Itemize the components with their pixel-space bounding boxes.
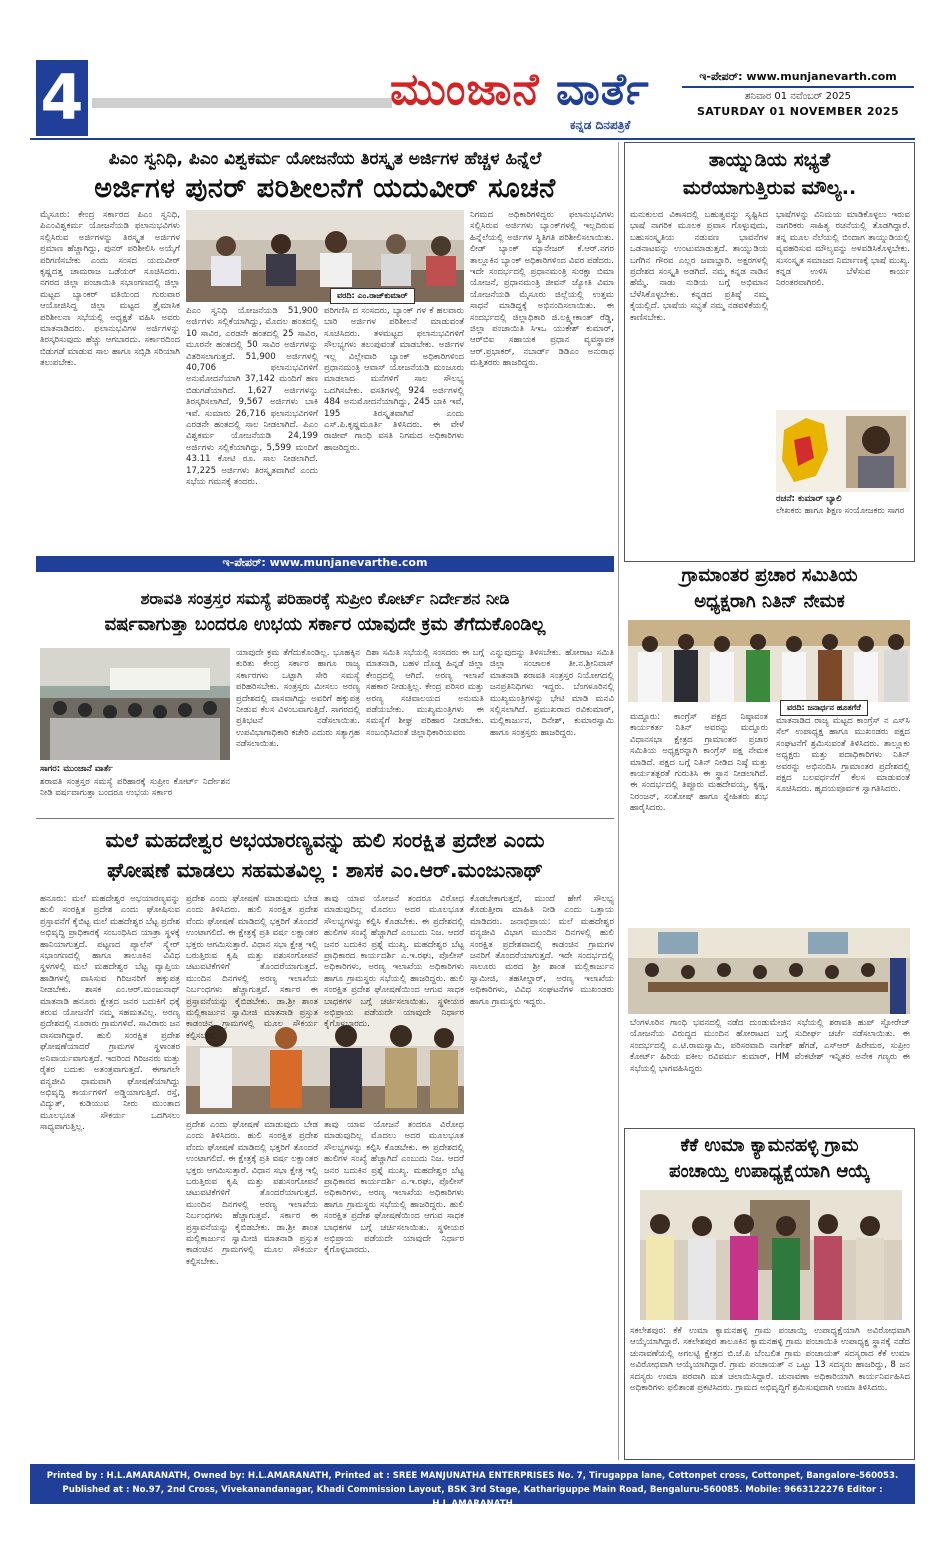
story3-headline-line2: ಘೋಷಣೆ ಮಾಡಲು ಸಹಮತವಿಲ್ಲ : ಶಾಸಕ ಎಂ.ಆರ್.ಮಂಜುನಾಥ್ bbox=[107, 858, 543, 882]
epaper-url[interactable]: ಇ-ಪೇಪರ್: www.munjanevarth.com bbox=[682, 70, 914, 88]
story-divider bbox=[36, 818, 614, 819]
column-divider bbox=[618, 142, 619, 1460]
right2-col1: ಮದ್ದೂರು: ಕಾಂಗ್ರೆಸ್ ಪಕ್ಷದ ನಿಷ್ಠಾವಂತ ಕಾರ್ಯಕರ್ತ ನಿತಿನ್ ಅವರನ್ನು ಮದ್ದೂರು ವಿಧಾನಸಭಾ ಕ್ಷೇತ್ರದ ಗ್ರಾಮಾಂತರ ಪ್ರಚಾರ ಸಮಿತಿಯ ಅಧ್ಯಕ್ಷರನ್ನಾಗಿ ಕಾಂಗ್ರೆಸ್ ಪಕ್ಷ ನೇಮಕ ಮಾಡಿದೆ. ಪಕ್ಷದ ಬಗ್ಗೆ ನಿತಿನ್ ನೀಡಿದ ನಿಷ್ಠೆ ಮತ್ತು ಕಾರ್ಯತತ್ಪರತೆ ಗುರುತಿಸಿ ಈ ಸ್ಥಾನ ನೀಡಲಾಗಿದೆ. ಈ ಸಂದರ್ಭದಲ್ಲಿ ತಿಪ್ಪೂರು ಮಹದೇವಯ್ಯ, ಕೃಷ್ಣ, ನಿರಂಜನ್, ಸಂತೋಷ್ ಹಾಗೂ ಸ್ನೇಹಿತರು ಶುಭ ಹಾರೈಸಿದರು. bbox=[630, 712, 768, 814]
right4-col1: ಸಕಲೇಶಪುರ: ಕೆಕೆ ಉಮಾ ಕ್ಯಾಮನಹಳ್ಳಿ ಗ್ರಾಮ ಪಂಚಾಯ್ತಿ ಉಪಾಧ್ಯಕ್ಷೆಯಾಗಿ ಅವಿರೋಧವಾಗಿ ಆಯ್ಕೆಯಾಗಿದ್ದಾರೆ. ಸಕಲೇಶಪುರ ತಾಲೂಕಿನ ಕ್ಯಾಮನಹಳ್ಳಿ ಗ್ರಾಮ ಪಂಚಾಯಿತಿ ಉಪಾಧ್ಯಕ್ಷ ಸ್ಥಾನಕ್ಕೆ ನಡೆದ ಚುನಾವಣೆಯಲ್ಲಿ ಅಗಲಟ್ಟಿ ಕ್ಷೇತ್ರದ ಬಿ.ಜೆ.ಪಿ ಬೆಂಬಲಿತ ಗ್ರಾಮ ಪಂಚಾಯತ್ ಸದಸ್ಯರಾದ ಕೆಕೆ ಉಮಾ ಅವಿರೋಧವಾಗಿ ಆಯ್ಕೆಯಾಗಿದ್ದಾರೆ. ಗ್ರಾಮ ಪಂಚಾಯತ್ ನ ಒಟ್ಟು 13 ಸದಸ್ಯರು ಹಾಜರಿದ್ದು, 8 ಜನ ಸದಸ್ಯರು ಉಮಾ ಪರವಾಗಿ ಮತ ಚಲಾಯಿಸಿದ್ದಾರೆ. ಚುನಾವಣಾ ಅಧಿಕಾರಿಯಾಗಿ ಕಾರ್ಯನಿರ್ವಹಿಸಿದ ಅಧಿಕಾರಿಗಳು ಫಲಿತಾಂಶ ಪ್ರಕಟಿಸಿದರು. ಗ್ರಾಮದ ಅಭಿವೃದ್ಧಿಗೆ ಶ್ರಮಿಸುವುದಾಗಿ ಉಮಾ ತಿಳಿಸಿದರು. bbox=[630, 1326, 910, 1394]
right4-title-line1: ಕೆಕೆ ಉಮಾ ಕ್ಯಾಮನಹಳ್ಳಿ ಗ್ರಾಮ bbox=[680, 1135, 859, 1156]
story2-col2: ಯಾವುದೇ ಕ್ರಮ ತೆಗೆದುಕೊಂಡಿಲ್ಲ. ಭೂಹಕ್ಕಿನ ಕುರಿತು ಕೇಂದ್ರ ಸರ್ಕಾರ ಹಾಗೂ ರಾಜ್ಯ ಸರ್ಕಾರಗಳು ಒಟ್ಟಾಗಿ ಸೇರಿ ಸಮಸ್ಯೆ ಪರಿಹರಿಸಬೇಕು. ಸಂತ್ರಸ್ತರು ಮೀಸಲು ಅರಣ್ಯ ಪ್ರದೇಶದಲ್ಲಿ ವಾಸವಾಗಿದ್ದು ಅವರಿಗೆ ಹಕ್ಕುಪತ್ರ ನೀಡುವ ಕೆಲಸ ವಿಳಂಬವಾಗುತ್ತಿದೆ. ಸಾಗರದಲ್ಲಿ ಪ್ರತಿಭಟನೆ ನಡೆಸಲಾಯಿತು. ಉಪವಿಭಾಗಾಧಿಕಾರಿ ಕಚೇರಿ ಎದುರು ಸತ್ಯಾಗ್ರಹ ನಡೆಸಲಾಯಿತು. bbox=[236, 648, 360, 750]
story1-photo-credit: ವರದಿ: ಎಂ.ರಾಜ್‌ಕುಮಾರ್ bbox=[330, 288, 415, 304]
story1-col2: ಪಿಎಂ ಸ್ವನಿಧಿ ಯೋಜನೆಯಡಿ 51,900 ಅರ್ಜಿಗಳು ಸಲ್ಲಿಕೆಯಾಗಿದ್ದು, ಮೊದಲ ಹಂತದಲ್ಲಿ 10 ಸಾವಿರ, ಎರಡನೇ ಹಂತದಲ್ಲಿ 25 ಸಾವಿರ, ಮೂರನೇ ಹಂತದಲ್ಲಿ 50 ಸಾವಿರ ಅರ್ಜಿಗಳನ್ನು ವಿತರಿಸಲಾಗುತ್ತದೆ. 51,900 ಅರ್ಜಿಗಳಲ್ಲಿ 40,706 ಫಲಾನುಭವಿಗಳಿಗೆ ಅನುಮೋದನೆಯಾಗಿ 37,142 ಮಂದಿಗೆ ಹಣ ಬಿಡುಗಡೆಯಾಗಿದೆ. 1,627 ಅರ್ಜಿಗಳನ್ನು ತಿರಸ್ಕರಿಸಲಾಗಿದೆ, 9,567 ಅರ್ಜಿಗಳು ಬಾಕಿ ಇವೆ. ಸುಮಾರು 26,716 ಫಲಾನುಭವಿಗಳಿಗೆ ಎರಡನೇ ಹಂತದಲ್ಲಿ ಸಾಲ ನೀಡಲಾಗಿದೆ. ಪಿಎಂ ವಿಶ್ವಕರ್ಮ ಯೋಜನೆಯಡಿ 24,199 ಅರ್ಜಿಗಳು ಸಲ್ಲಿಕೆಯಾಗಿದ್ದು, 5,599 ಮಂದಿಗೆ 43.11 ಕೋಟಿ ರೂ. ಸಾಲ ನೀಡಲಾಗಿದೆ. 17,225 ಅರ್ಜಿಗಳು ತಿರಸ್ಕೃತವಾಗಿವೆ ಎಂದು ಸಭೆಯ ಗಮನಕ್ಕೆ ತಂದರು. bbox=[186, 306, 318, 488]
story2-col3: ದಿಶಾ ಸಮಿತಿ ಸಭೆಯಲ್ಲಿ ಸಂಸದರು ಈ ಬಗ್ಗೆ ಮಾತನಾಡಿ, ಬಹಳ ದೊಡ್ಡ ಹಿನ್ನಡೆ ಜಿಲ್ಲಾ ಕೇಂದ್ರದಲ್ಲಿ ಆಗಿದೆ. ಅರಣ್ಯ ಇಲಾಖೆ ಸಹಕಾರ ನೀಡುತ್ತಿಲ್ಲ. ಕೇಂದ್ರ ಪರಿಸರ ಮತ್ತು ಅರಣ್ಯ ಸಚಿವಾಲಯದ ಅನುಮತಿ ಪಡೆಯಬೇಕು. ಮುಖ್ಯಮಂತ್ರಿಗಳು ಈ ಸಮಸ್ಯೆಗೆ ಶೀಘ್ರ ಪರಿಹಾರ ನೀಡಬೇಕು. ಸಂಬಂಧಿಸಿದಂತೆ ಜಿಲ್ಲಾಧಿಕಾರಿಯವರು bbox=[366, 648, 484, 738]
story1-kicker: ಪಿಎಂ ಸ್ವನಿಧಿ, ಪಿಎಂ ವಿಶ್ವಕರ್ಮ ಯೋಜನೆಯ ತಿರಸ್ಕೃತ ಅರ್ಜಿಗಳ ಹೆಚ್ಚಳ ಹಿನ್ನೆಲೆ bbox=[108, 149, 542, 169]
right1-col1: ಮನುಕುಲದ ವಿಕಾಸದಲ್ಲಿ ಬಹುತ್ವವನ್ನು ಸೃಷ್ಟಿಸಿದ ಭಾಷೆ ನಾಗರಿಕ ಮೂಲಕ ಪ್ರವಾಸ ಗೊಳ್ಳುವುದು, ಬಹುಸಂಸ್ಕೃತಿಯ ನಡುವಣ ಭಾವನೆಗಳ ಒಡನಾಟವನ್ನು ಉಂಟುಮಾಡುತ್ತದೆ. ತಾಯ್ನುಡಿಯ ಬಗೆಗಿನ ಗೌರವ ಎಲ್ಲರ ಜವಾಬ್ದಾರಿ. ಅಕ್ಷರಗಳಲ್ಲಿ ಪ್ರದೇಶದ ಸಂಸ್ಕೃತಿ ಅಡಗಿದೆ. ನಮ್ಮ ಕನ್ನಡ ನಾಡಿನ ಹೆಮ್ಮೆ. ನಾಡು ನುಡಿಯ ಬಗ್ಗೆ ಅಭಿಮಾನ ಬೆಳೆಸಿಕೊಳ್ಳಬೇಕು. ಕನ್ನಡದ ಪ್ರತಿಷ್ಠೆ ನಮ್ಮ ಕೈಯಲ್ಲಿದೆ. ಭಾಷೆಯ ಸಭ್ಯತೆ ನಮ್ಮ ನಡವಳಿಕೆಯಲ್ಲಿ ಕಾಣಿಸಬೇಕು. bbox=[630, 210, 768, 323]
right2-photo bbox=[628, 620, 910, 702]
right1-col2: ಭಾಷೆಗಳನ್ನು ವಿನಿಮಯ ಮಾಡಿಕೊಳ್ಳಲು ಇರುವ ನಾಗರಿಕರು ಸಾಹಿತ್ಯ ರಚನೆಯಲ್ಲಿ ತೊಡಗಿದ್ದಾರೆ. ತನ್ನ ಮೂಲ ನೆಲೆಯಲ್ಲಿ ಬಿಂದಾಗ ತಾಯ್ನುಡಿಯಲ್ಲಿ ವ್ಯವಹರಿಸುವ ಮೌಲ್ಯವನ್ನು ಅಳವಡಿಸಿಕೊಳ್ಳಬೇಕು. ಸುಸಂಸ್ಕೃತ ಸಮಾಜದ ನಿರ್ಮಾಣಕ್ಕೆ ಭಾಷೆ ಮುಖ್ಯ. ಕನ್ನಡ ಉಳಿಸಿ ಬೆಳೆಸುವ ಕಾರ್ಯ ನಿರಂತರವಾಗಿರಲಿ. bbox=[776, 210, 910, 289]
epaper-band[interactable]: ಇ-ಪೇಪರ್: www.munjanevarthe.com bbox=[36, 556, 614, 572]
right2-group-image bbox=[628, 620, 910, 702]
imprint-line2: Published at : No.97, 2nd Cross, Vivekanandanagar, Khadi Commission Layout, BSK 3rd Stage, Kathariguppe Main Road, Bengaluru-560085. Mobile: 9663122276 Editor : H.L.AMARANATH bbox=[62, 1485, 883, 1509]
story3-col3b: ತಾವು ಯಾವ ಯೋಜನೆ ತಂದರೂ ವಿರೋಧ ಮಾಡುವುದಿಲ್ಲ ಮೊದಲು ಅದರ ಮೂಲಭೂತ ಸೌಲಭ್ಯಗಳನ್ನು ಕಲ್ಪಿಸಿ ಕೊಡಬೇಕು. ಈ ಪ್ರದೇಶದಲ್ಲಿ ಹುಲಿಗಳ ಸಂಖ್ಯೆ ಹೆಚ್ಚಾಗಿದೆ ಎಂಬುದು ನಿಜ. ಆದರೆ ಜನರ ಬದುಕಿನ ಪ್ರಶ್ನೆ ಮುಖ್ಯ. ಮಹದೇಶ್ವರ ಬೆಟ್ಟ ಪ್ರಾಧಿಕಾರದ ಕಾರ್ಯದರ್ಶಿ ಎ.ಇ.ರಘು, ಪೊಲೀಸ್ ಅಧಿಕಾರಿಗಳು, ಅರಣ್ಯ ಇಲಾಖೆಯ ಅಧಿಕಾರಿಗಳು ಹಾಗೂ ಗ್ರಾಮಸ್ಥರು ಸಭೆಯಲ್ಲಿ ಹಾಜರಿದ್ದರು. ಹುಲಿ ಸಂರಕ್ಷಿತ ಪ್ರದೇಶ ಘೋಷಣೆಯಿಂದ ಆಗುವ ಸಾಧಕ ಬಾಧಕಗಳ ಬಗ್ಗೆ ಚರ್ಚಿಸಲಾಯಿತು. ಸ್ಥಳೀಯರ ಅಭಿಪ್ರಾಯ ಪಡೆಯದೇ ಯಾವುದೇ ನಿರ್ಧಾರ ಕೈಗೊಳ್ಳಬಾರದು. bbox=[324, 1120, 464, 1256]
story3-col2b: ಪ್ರದೇಶ ಎಂದು ಘೋಷಣೆ ಮಾಡುವುದು ಬೇಡ ಎಂದು ತಿಳಿಸಿದರು. ಹುಲಿ ಸಂರಕ್ಷಿತ ಪ್ರದೇಶ ವೆಂದು ಘೋಷಣೆ ಮಾಡಿದಲ್ಲಿ ಭಕ್ತರಿಗೆ ತೊಂದರೆ ಉಂಟಾಗಲಿದೆ. ಈ ಕ್ಷೇತ್ರಕ್ಕೆ ಪ್ರತಿ ವರ್ಷ ಲಕ್ಷಾಂತರ ಭಕ್ತರು ಆಗಮಿಸುತ್ತಾರೆ. ವಿಧಾನ ಸಭಾ ಕ್ಷೇತ್ರ ಇಲ್ಲಿ ಬರುತ್ತಿರುವ ಕೃಷಿ ಮತ್ತು ಪಶುಸಂಗೋಪನೆ ಚಟುವಟಿಕೆಗಳಿಗೆ ತೊಂದರೆಯಾಗುತ್ತದೆ. ಮುಂದಿನ ದಿನಗಳಲ್ಲಿ ಅರಣ್ಯ ಇಲಾಖೆಯ ನಿರ್ಬಂಧಗಳು ಹೆಚ್ಚಾಗುತ್ತವೆ. ಸರ್ಕಾರ ಈ ಪ್ರಸ್ತಾವನೆಯನ್ನು ಕೈಬಿಡಬೇಕು. ಡಾ.ಶ್ರೀ ಶಾಂತ ಮಲ್ಲಿಕಾರ್ಜುನ ಸ್ವಾಮೀಜಿ ಮಾತನಾಡಿ ಪ್ರಸ್ತುತ ಕಾಡಂಚಿನ ಗ್ರಾಮಗಳಲ್ಲಿ ಮೂಲ ಸೌಕರ್ಯ ಕಲ್ಪಿಸಬೇಕು. bbox=[186, 1120, 318, 1267]
right1-tail: ಲೇಖಕರು ಹಾಗೂ ಶಿಕ್ಷಣ ಸಂಯೋಜಕರು ಸಾಗರ bbox=[776, 506, 905, 516]
right1-photo bbox=[776, 410, 910, 492]
right3-caption: ಬೆಂಗಳೂರಿನ ಗಾಂಧಿ ಭವನದಲ್ಲಿ ನಡೆದ ದುಂಡುಮೇಜಿನ ಸಭೆಯಲ್ಲಿ ಶರಾವತಿ ಹುಪ್ ಸ್ಟೋರೇಜ್ ಯೋಜನೆಯ ವಿರುದ್ಧದ ಮುಂದಿನ ಹೋರಾಟದ ಬಗ್ಗೆ ಸುದೀರ್ಘ ಚರ್ಚೆ ನಡೆಸಲಾಯಿತು. ಈ ಸಂದರ್ಭದಲ್ಲಿ ಎ.ಟಿ.ರಾಮಸ್ವಾಮಿ, ಪರಿಸರವಾದಿ ನಾಗೇಶ್ ಹೆಗಡೆ, ಎಸ್‌ಆರ್ ಹಿರೇಮಠ, ಸುಪ್ರೀಂ ಕೋರ್ಟ್ ಹಿರಿಯ ವಕೀಲ ರವಿವರ್ಮ ಕುಮಾರ್, HM ವೆಂಕಟೇಶ್ ಇನ್ನಿತರ ಅನೇಕ ಗಣ್ಯರು ಈ ಸಭೆಯಲ್ಲಿ ಭಾಗವಹಿಸಿದ್ದರು bbox=[630, 1018, 910, 1074]
page-number: 4 bbox=[36, 60, 88, 136]
paper-name bbox=[390, 64, 690, 116]
masthead-divider bbox=[30, 138, 915, 140]
story1-photo bbox=[186, 210, 464, 302]
story3-col1: ಹನೂರು: ಮಲೆ ಮಹದೇಶ್ವರ ಅಭಯಾರಣ್ಯವನ್ನು ಹುಲಿ ಸಂರಕ್ಷಿತ ಪ್ರದೇಶ ಎಂದು ಘೋಷಿಸುವ ಪ್ರಸ್ತಾವನೆಗೆ ಕೈಬಿಟ್ಟ ಮಲೆ ಮಹದೇಶ್ವರ ಬೆಟ್ಟ ಪ್ರದೇಶ ಅಭಿವೃದ್ಧಿ ಪ್ರಾಧಿಕಾರಕ್ಕೆ ಸಂಬಂಧಿಸಿದ ಯಾತ್ರಾ ಸ್ಥಳಕ್ಕೆ ಹಾನಿಯಾಗುತ್ತದೆ. ಪಟ್ಟಣದ ಪ್ಯಾಲೆಸ್ ಸ್ಕ್ವೇರ್ ಸಭಾಂಗಣದಲ್ಲಿ ಹಾಗೂ ತಾಲೂಕಿನ ವಿವಿಧ ಸ್ಥಳಗಳಲ್ಲಿ ಮಲೆ ಮಹದೇಶ್ವರ ಬೆಟ್ಟ ವ್ಯಾಪ್ತಿಯ ಹಾಡಿಗಳಲ್ಲಿ ವಾಸಿಸುವ ಗಿರಿಜನರಿಗೆ ಹಕ್ಕುಪತ್ರ ನೀಡಬೇಕು. ಶಾಸಕ ಎಂ.ಆರ್.ಮಂಜುನಾಥ್ ಮಾತನಾಡಿ ಹನೂರು ಕ್ಷೇತ್ರದ ಜನರ ಬದುಕಿಗೆ ಧಕ್ಕೆ ತರುವ ಯೋಜನೆಗೆ ನಮ್ಮ ಸಹಮತವಿಲ್ಲ. ಅರಣ್ಯ ಪ್ರದೇಶದಲ್ಲಿ ನೂರಾರು ಗ್ರಾಮಗಳಿವೆ. ಸಾವಿರಾರು ಜನ ವಾಸವಾಗಿದ್ದಾರೆ. ಹುಲಿ ಸಂರಕ್ಷಿತ ಪ್ರದೇಶ ಘೋಷಣೆಯಾದರೆ ಗ್ರಾಮಗಳ ಸ್ಥಳಾಂತರ ಅನಿವಾರ್ಯವಾಗುತ್ತದೆ. ಇದರಿಂದ ಗಿರಿಜನರು ಮತ್ತು ರೈತರ ಬದುಕು ಅತಂತ್ರವಾಗುತ್ತದೆ. ಈಗಾಗಲೇ ವನ್ಯಜೀವಿ ಧಾಮವಾಗಿ ಘೋಷಣೆಯಾಗಿದ್ದು ಅಭಿವೃದ್ಧಿ ಕಾರ್ಯಗಳಿಗೆ ಅಡ್ಡಿಯಾಗುತ್ತಿದೆ. ರಸ್ತೆ, ವಿದ್ಯುತ್, ಕುಡಿಯುವ ನೀರು ಮುಂತಾದ ಮೂಲಭೂತ ಸೌಕರ್ಯ ಒದಗಿಸಲು ಸಾಧ್ಯವಾಗುತ್ತಿಲ್ಲ. bbox=[40, 894, 180, 1133]
right3-meeting-image bbox=[628, 928, 910, 1014]
story1-headline: ಅರ್ಜಿಗಳ ಪುನರ್ ಪರಿಶೀಲನೆಗೆ ಯದುವೀರ್ ಸೂಚನೆ bbox=[94, 173, 556, 204]
right1-title-line2: ಮರೆಯಾಗುತ್ತಿರುವ ಮೌಲ್ಯ.. bbox=[682, 177, 857, 199]
right3-photo bbox=[628, 928, 910, 1014]
masthead bbox=[30, 58, 915, 138]
story3-col3a: ತಾವು ಯಾವ ಯೋಜನೆ ತಂದರೂ ವಿರೋಧ ಮಾಡುವುದಿಲ್ಲ ಮೊದಲು ಅದರ ಮೂಲಭೂತ ಸೌಲಭ್ಯಗಳನ್ನು ಕಲ್ಪಿಸಿ ಕೊಡಬೇಕು. ಈ ಪ್ರದೇಶದಲ್ಲಿ ಹುಲಿಗಳ ಸಂಖ್ಯೆ ಹೆಚ್ಚಾಗಿದೆ ಎಂಬುದು ನಿಜ. ಆದರೆ ಜನರ ಬದುಕಿನ ಪ್ರಶ್ನೆ ಮುಖ್ಯ. ಮಹದೇಶ್ವರ ಬೆಟ್ಟ ಪ್ರಾಧಿಕಾರದ ಕಾರ್ಯದರ್ಶಿ ಎ.ಇ.ರಘು, ಪೊಲೀಸ್ ಅಧಿಕಾರಿಗಳು, ಅರಣ್ಯ ಇಲಾಖೆಯ ಅಧಿಕಾರಿಗಳು ಹಾಗೂ ಗ್ರಾಮಸ್ಥರು ಸಭೆಯಲ್ಲಿ ಹಾಜರಿದ್ದರು. ಹುಲಿ ಸಂರಕ್ಷಿತ ಪ್ರದೇಶ ಘೋಷಣೆಯಿಂದ ಆಗುವ ಸಾಧಕ ಬಾಧಕಗಳ ಬಗ್ಗೆ ಚರ್ಚಿಸಲಾಯಿತು. ಸ್ಥಳೀಯರ ಅಭಿಪ್ರಾಯ ಪಡೆಯದೇ ಯಾವುದೇ ನಿರ್ಧಾರ ಕೈಗೊಳ್ಳಬಾರದು. bbox=[324, 894, 464, 1030]
story2-headline: ವರ್ಷವಾಗುತ್ತಾ ಬಂದರೂ ಉಭಯ ಸರ್ಕಾರ ಯಾವುದೇ ಕ್ರಮ ತೆಗೆದುಕೊಂಡಿಲ್ಲ bbox=[104, 614, 546, 635]
story2-col1: ಶರಾವತಿ ಸಂತ್ರಸ್ತರ ಸಮಸ್ಯೆ ಪರಿಹಾರಕ್ಕೆ ಸುಪ್ರೀಂ ಕೋರ್ಟ್ ನಿರ್ದೇಶನ ನೀಡಿ ವರ್ಷವಾಗುತ್ತಾ ಬಂದರೂ ಉಭಯ ಸರ್ಕಾರ bbox=[40, 777, 230, 799]
right2-col2: ಮಾತನಾಡಿದ ರಾಜ್ಯ ಮಟ್ಟದ ಕಾಂಗ್ರೆಸ್ ನ ಎಸ್‌ಸಿ ಸೆಲ್ ಉಪಾಧ್ಯಕ್ಷ ಹಾಗೂ ಮುಖಂಡರು ಪಕ್ಷದ ಸಂಘಟನೆಗೆ ಶ್ರಮಿಸುವಂತೆ ತಿಳಿಸಿದರು. ತಾಲ್ಲೂಕು ಅಧ್ಯಕ್ಷರು ಮತ್ತು ಪದಾಧಿಕಾರಿಗಳು ನಿತಿನ್ ಅವರನ್ನು ಅಭಿನಂದಿಸಿ ಗ್ರಾಮಾಂತರ ಪ್ರದೇಶದಲ್ಲಿ ಪಕ್ಷದ ಬಲವರ್ಧನೆಗೆ ಕೆಲಸ ಮಾಡುವಂತೆ ಸೂಚಿಸಿದರು. ಹೃದಯಪೂರ್ವಕ ಸ್ವಾಗತಿಸಿದರು. bbox=[776, 716, 910, 795]
masthead-rule bbox=[92, 98, 392, 108]
right4-title-line2: ಪಂಚಾಯ್ತಿ ಉಪಾಧ್ಯಕ್ಷೆಯಾಗಿ ಆಯ್ಕೆ bbox=[669, 1161, 870, 1182]
right1-title-line1: ತಾಯ್ನುಡಿಯ ಸಭ್ಯತೆ bbox=[708, 149, 831, 171]
right1-caption: ರಚನೆ: ಕುಮಾರ್ ಬ್ಯಾಲಿ bbox=[776, 494, 842, 504]
paper-name-part2: ವಾರ್ತೆ bbox=[555, 64, 650, 115]
story2-col4: ಎನ್ನುವುದನ್ನು ತಿಳಿಸಬೇಕು. ಹೋರಾಟ ಸಮಿತಿ ಜಿಲ್ಲಾ ಸಂಚಾಲಕ ತೀ.ನ.ಶ್ರೀನಿವಾಸ್ ಮಾತನಾಡಿ ಶರಾವತಿ ಸಂತ್ರಸ್ತರ ನಿಯೋಗದಲ್ಲಿ ಜನಪ್ರತಿನಿಧಿಗಳು ಇದ್ದರು. ಬೆಂಗಳೂರಿನಲ್ಲಿ ಮುಖ್ಯಮಂತ್ರಿಗಳನ್ನು ಭೇಟಿ ಮಾಡಿ ಮನವಿ ಸಲ್ಲಿಸಲಾಗಿದೆ. ಪ್ರಮುಖರಾದ ರವಿಕುಮಾರ್, ಮಲ್ಲಿಕಾರ್ಜುನ, ದಿನೇಶ್, ಕುಮಾರಸ್ವಾಮಿ ಹಾಗೂ ಸಂತ್ರಸ್ತರು ಹಾಜರಿದ್ದರು. bbox=[490, 648, 614, 738]
story2-kicker: ಶರಾವತಿ ಸಂತ್ರಸ್ತರ ಸಮಸ್ಯೆ ಪರಿಹಾರಕ್ಕೆ ಸುಪ್ರೀಂ ಕೋರ್ಟ್ ನಿರ್ದೇಶನ ನೀಡಿ bbox=[140, 589, 510, 608]
story1-col1: ಮೈಸೂರು: ಕೇಂದ್ರ ಸರ್ಕಾರದ ಪಿಎಂ ಸ್ವನಿಧಿ, ಪಿಎಂವಿಶ್ವಕರ್ಮ ಯೋಜನೆಯಡಿ ಫಲಾನುಭವಿಗಳು ಸಲ್ಲಿಸಿರುವ ಅರ್ಜಿಗಳನ್ನು ತಿರಸ್ಕೃತ ಅರ್ಜಿಗಳ ಪ್ರಮಾಣ ಹೆಚ್ಚಾಗಿದ್ದು, ಪುನರ್ ಪರಿಶೀಲಿಸಿ ಅಯ್ಕೆಗೆ ಪರಿಗಣಿಸಬೇಕು ಎಂದು ಸಂಸದ ಯದುವೀರ್ ಕೃಷ್ಣದತ್ತ ಚಾಮರಾಜ ಒಡೆಯರ್ ಸೂಚಿಸಿದರು. ನಗರದ ಜಿಲ್ಲಾ ಪಂಚಾಯಿತಿ ಸಭಾಂಗಣದಲ್ಲಿ ಜಿಲ್ಲಾ ಮಟ್ಟದ ಬ್ಯಾಂಕರ್ ವತಿಯಿಂದ ಗುರುವಾರ ಆಯೋಜಿಸಿದ್ದ ಜಿಲ್ಲಾ ಮಟ್ಟದ ತ್ರೈಮಾಸಿಕ ಪರಿಶೀಲನಾ ಸಭೆಯಲ್ಲಿ ಅಧ್ಯಕ್ಷತೆ ವಹಿಸಿ ಅವರು ಮಾತನಾಡಿದರು. ಫಲಾನುಭವಿಗಳ ಅರ್ಜಿಗಳನ್ನು ತಿರಸ್ಕರಿಸುವುದು ಹೆಚ್ಚು ಆಗಬಾರದು. ಸರ್ಕಾರದಿಂದ ಬಿಡುಗಡೆ ಮಾಡುವ ಸಾಲ ಹಾಗೂ ಸಬ್ಸಿಡಿ ಸರಿಯಾಗಿ ತಲುಪಬೇಕು. bbox=[40, 210, 180, 369]
story2-protest-image bbox=[40, 648, 230, 760]
story3-col2a: ಪ್ರದೇಶ ಎಂದು ಘೋಷಣೆ ಮಾಡುವುದು ಬೇಡ ಎಂದು ತಿಳಿಸಿದರು. ಹುಲಿ ಸಂರಕ್ಷಿತ ಪ್ರದೇಶ ವೆಂದು ಘೋಷಣೆ ಮಾಡಿದಲ್ಲಿ ಭಕ್ತರಿಗೆ ತೊಂದರೆ ಉಂಟಾಗಲಿದೆ. ಈ ಕ್ಷೇತ್ರಕ್ಕೆ ಪ್ರತಿ ವರ್ಷ ಲಕ್ಷಾಂತರ ಭಕ್ತರು ಆಗಮಿಸುತ್ತಾರೆ. ವಿಧಾನ ಸಭಾ ಕ್ಷೇತ್ರ ಇಲ್ಲಿ ಬರುತ್ತಿರುವ ಕೃಷಿ ಮತ್ತು ಪಶುಸಂಗೋಪನೆ ಚಟುವಟಿಕೆಗಳಿಗೆ ತೊಂದರೆಯಾಗುತ್ತದೆ. ಮುಂದಿನ ದಿನಗಳಲ್ಲಿ ಅರಣ್ಯ ಇಲಾಖೆಯ ನಿರ್ಬಂಧಗಳು ಹೆಚ್ಚಾಗುತ್ತವೆ. ಸರ್ಕಾರ ಈ ಪ್ರಸ್ತಾವನೆಯನ್ನು ಕೈಬಿಡಬೇಕು. ಡಾ.ಶ್ರೀ ಶಾಂತ ಮಲ್ಲಿಕಾರ್ಜುನ ಸ್ವಾಮೀಜಿ ಮಾತನಾಡಿ ಪ್ರಸ್ತುತ ಕಾಡಂಚಿನ ಗ್ರಾಮಗಳಲ್ಲಿ ಮೂಲ ಸೌಕರ್ಯ ಕಲ್ಪಿಸಬೇಕು. bbox=[186, 894, 318, 1041]
imprint-line1: Printed by : H.L.AMARANATH, Owned by: H.L.AMARANATH, Printed at : SREE MANJUNATHA ENTERPRISES No. 7, Tirugappa lane, Cottonpet cross, Cottonpet, Bangalore-560053. bbox=[46, 1471, 899, 1481]
date-english: SATURDAY 01 NOVEMBER 2025 bbox=[696, 105, 900, 118]
right4-photo bbox=[640, 1190, 902, 1320]
right2-credit: ವರದಿ: ಜನಾರ್ಧನ ಹೂತಗೆರೆ bbox=[780, 700, 868, 716]
story3-headline-line1: ಮಲೆ ಮಹದೇಶ್ವರ ಅಭಯಾರಣ್ಯವನ್ನು ಹುಲಿ ಸಂರಕ್ಷಿತ ಪ್ರದೇಶ ಎಂದು bbox=[105, 828, 545, 852]
date-kannada: ಶನಿವಾರ 01 ನವೆಂಬರ್ 2025 bbox=[744, 91, 852, 102]
right1-map-portrait bbox=[776, 410, 910, 492]
right2-title-line1: ಗ್ರಾಮಾಂತರ ಪ್ರಚಾರ ಸಮಿತಿಯ bbox=[681, 565, 858, 586]
story3-col4: ಕೊಡಬೇಕಾಗುತ್ತದೆ, ಮುಂದೆ ಹೇಗೆ ಸೌಲಭ್ಯ ಕೊಡುತ್ತೀರಾ ಮಾಹಿತಿ ನೀಡಿ ಎಂದು ಒತ್ತಾಯ ಮಾಡಿದರು. ಜನಾಭಿಪ್ರಾಯ: ಮಲೆ ಮಹದೇಶ್ವರ ವನ್ಯಜೀವಿ ವಿಭಾಗ ಮುಂದಿನ ದಿನಗಳಲ್ಲಿ ಹುಲಿ ಸಂರಕ್ಷಿತ ಪ್ರದೇಶವಾದಲ್ಲಿ ಕಾಡಂಚಿನ ಗ್ರಾಮಗಳ ಜನರಿಗೆ ತೊಂದರೆಯಾಗುತ್ತದೆ. ಇದೇ ಸಂದರ್ಭದಲ್ಲಿ ಸಾಲೂರು ಮಠದ ಶ್ರೀ ಶಾಂತ ಮಲ್ಲಿಕಾರ್ಜುನ ಸ್ವಾಮೀಜಿ, ತಹಸೀಲ್ದಾರ್, ಅರಣ್ಯ ಇಲಾಖೆಯ ಅಧಿಕಾರಿಗಳು, ವಿವಿಧ ಸಂಘಟನೆಗಳ ಮುಖಂಡರು ಹಾಗೂ ಗ್ರಾಮಸ್ಥರು ಇದ್ದರು. bbox=[470, 894, 614, 1007]
imprint-footer bbox=[30, 1464, 915, 1509]
edition-info bbox=[682, 70, 914, 134]
paper-name-part1: ಮುಂಜಾನೆ bbox=[390, 64, 540, 115]
story2-caption: ಸಾಗರ: ಮುಂಜಾನೆ ವಾರ್ತೆ bbox=[40, 764, 113, 774]
story1-meeting-image bbox=[186, 210, 464, 302]
story1-col4: ನಿಗಮದ ಅಧಿಕಾರಿಗಳಿದ್ದರು ಫಲಾನುಭವಿಗಳು ಸಲ್ಲಿಸಿರುವ ಅರ್ಜಿಗಳು ಬ್ಯಾಂಕ್‌ಗಳಲ್ಲಿ ಇಲ್ಲದಿರುವ ಹಿನ್ನೆಲೆಯಲ್ಲಿ ಅರ್ಜಿಗಳ ಸ್ಥಿತಿಗತಿ ಪರಿಶೀಲಿಸಲಾಯಿತು. ಲೀಡ್ ಬ್ಯಾಂಕ್ ಮ್ಯಾನೇಜರ್ ಕೆ.ಆರ್.ನಗರ ತಾಲ್ಲೂಕಿನ ಬ್ಯಾಂಕ್ ಅಧಿಕಾರಿಗಳಿಂದ ವಿವರ ಪಡೆದರು. ಇದೇ ಸಂದರ್ಭದಲ್ಲಿ ಪ್ರಧಾನಮಂತ್ರಿ ಸುರಕ್ಷಾ ಬಿಮಾ ಯೋಜನೆ, ಪ್ರಧಾನಮಂತ್ರಿ ಜೀವನ್ ಜ್ಯೋತಿ ವಿಮಾ ಯೋಜನೆಯಡಿ ಮೈಸೂರು ಜಿಲ್ಲೆಯಲ್ಲಿ ಉತ್ತಮ ಸಾಧನೆ ಮಾಡಿದ್ದಕ್ಕೆ ಅಭಿನಂದಿಸಲಾಯಿತು. ಈ ಸಂದರ್ಭದಲ್ಲಿ ಜಿಲ್ಲಾಧಿಕಾರಿ ಜಿ.ಲಕ್ಷ್ಮೀಕಾಂತ್ ರೆಡ್ಡಿ, ಜಿಲ್ಲಾ ಪಂಚಾಯಿತಿ ಸಿಇಒ ಯುಕೇಶ್ ಕುಮಾರ್, ಆರ್‌ಬಿಐ ಸಹಾಯಕ ಪ್ರಧಾನ ವ್ಯವಸ್ಥಾಪಕ ಆರ್.ಪ್ರಭಾಕರ್, ನಬಾರ್ಡ್ ಡಿಡಿಎಂ ಅನುರಾಧ ಮತ್ತಿತರರು ಹಾಜರಿದ್ದರು. bbox=[470, 210, 614, 369]
story2-photo bbox=[40, 648, 230, 760]
right4-group-image bbox=[640, 1190, 902, 1320]
right2-title-line2: ಅಧ್ಯಕ್ಷರಾಗಿ ನಿತಿನ್ ನೇಮಕ bbox=[694, 591, 845, 612]
paper-subtitle: ಕನ್ನಡ ದಿನಪತ್ರಿಕೆ bbox=[570, 118, 631, 132]
story1-col3: ಪರಿಗಣಿಸಿ ದ ಸಂಸದರು, ಬ್ಯಾಂಕ್ ಗಳ ಕೆ ಹಲವಾರು ಬಾರಿ ಅರ್ಜಿಗಳ ಪರಿಶೀಲನೆ ಮಾಡುವಂತೆ ಸೂಚಿಸಿದರು. ತಳಮಟ್ಟದ ಫಲಾನುಭವಿಗಳಿಗೆ ಸೌಲಭ್ಯಗಳು ತಲುಪುವಂತೆ ಮಾಡಬೇಕು. ಅರ್ಜಿಗಳ ಇಲ್ಲ ವಿಲ್ಲೇವಾರಿ ಬ್ಯಾಂಕ್ ಅಧಿಕಾರಿಗಳಿಂದ ಪ್ರಧಾನಮಂತ್ರಿ ಆವಾಸ್ ಯೋಜನೆಯಡಿ ಮಂಜೂರು ಮಾಡಲಾದ ಮನೆಗಳಿಗೆ ಸಾಲ ಸೌಲಭ್ಯ ಒದಗಿಸಬೇಕು. ವಸತಿಗಳಲ್ಲಿ 924 ಅರ್ಜಿಗಳಲ್ಲಿ 484 ಅನುಮೋದನೆಯಾಗಿದ್ದು, 245 ಬಾಕಿ ಇವೆ, 195 ತಿರಸ್ಕೃತವಾಗಿವೆ ಎಂದು ಎಸ್.ಪಿ.ಕೃಷ್ಣಮೂರ್ತಿ ತಿಳಿಸಿದರು. ಈ ವೇಳೆ ರಾಜೀವ್ ಗಾಂಧಿ ವಸತಿ ನಿಗಮದ ಅಧಿಕಾರಿಗಳು ಹಾಜರಿದ್ದರು. bbox=[324, 306, 464, 453]
